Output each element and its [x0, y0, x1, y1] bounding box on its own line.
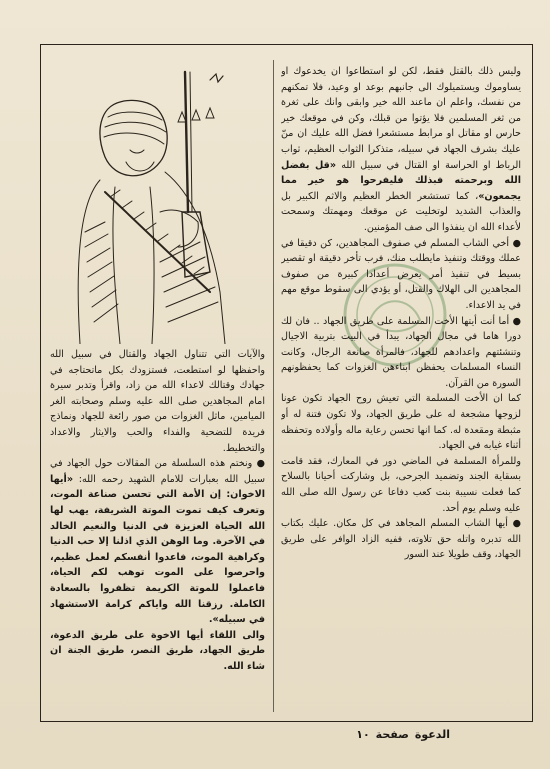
- paragraph-text: ● ونختم هذه السلسلة من المقالات حول الجهاد في سبيل الله بعبارات للامام الشهيد رحمه الله:: [50, 458, 265, 485]
- paragraph: والآيات التي تتناول الجهاد والقتال في سبيل الله واحفظها لو استطعت، فستزودك بكل ماتحتاجه في جهادك وقتالك لاعداء الله من زاد، واقرأ وتدبر سيرة امام المجاهدين صلى الله عليه وسلم وصحابته الغر الميامين، ماثل الغزوات من صور رائعة للجهاد ونماذج فريدة للتضحية والفداء والحب والايثار والاعداد والتخطيط.: [50, 349, 265, 454]
- page-label: صفحة: [375, 728, 409, 741]
- page-number: ١٠: [356, 728, 370, 741]
- paragraph: وللمرأة المسلمة في الماضي دور في المعارك، فقد قامت بسقاية الجند وتضميد الجرحى، بل وشاركت أحيانا بالسلاح كما فعلت نسيبة بنت كعب دفاعا عن رسول الله صلى الله عليه وسلم يوم أحد.: [281, 455, 521, 514]
- imam-quote: «أيها الاخوان: إن الأمة التي تحسن صناعة الموت، وتعرف كيف تموت الموتة الشريفة، يهب لها الله الحياة العزيزة في الدنيا والنعيم الخالد في الآخرة. وما الوهن الذي اذلنا إلا حب الدنيا وكراهية الموت، فاعدوا أنفسكم لعمل عظيم، واحرصوا على الموت توهب لكم الحياة، فاعملوا للموتة الكريمة تظفروا بالسعادة الكاملة. رزقنا الله واياكم كرامة الاستشهاد في سبيله».: [50, 473, 265, 626]
- paragraph: ● أخي الشاب المسلم في صفوف المجاهدين، كن دقيقا في عملك ووقتك وتنفيذ مايطلب منك، فرب تأخر دقيقة او تقصير بسيط في تنفيذ أمر يعرض أعدادا كبيرة من صفوف المجاهدين الى الهلاك والقتل، أو يؤدي الى سقوط موقع مهم في يد الاعداء.: [281, 237, 521, 311]
- mujahid-illustration: [60, 62, 260, 344]
- closing-paragraph: والى اللقاء أيها الاخوة على طريق الدعوة، طريق الجهاد، طريق النصر، طريق الجنة ان شاء الله.: [50, 629, 265, 672]
- right-text-column: [281, 64, 521, 714]
- paragraph-text: وليس ذلك بالقتل فقط، لكن لو استطاعوا ان يخدعوك او يساوموك ويستميلوك الى جانبهم بوعد او وعيد، فلا تمكنهم من نفسك، واعلم ان ماعند الله خير وابقى وانك على ثغرة من ثغر المسلمين فلا يؤتوا من قبلك، وكن في موقعك خير حارس او مقاتل او مرابط مستشعرا فضل الله عليك ان منّ عليك بشرف الجهاد في سبيله، متذكرا الثواب العظيم، ثواب الرباط او الحراسة او القتال في سبيل الله: [281, 66, 521, 171]
- quran-quote: «قل بفضل الله وبرحمته فبذلك فليفرحوا هو خير مما يجمعون»: [281, 159, 521, 202]
- column-divider: [273, 60, 274, 712]
- left-text-column: [50, 347, 265, 714]
- paragraph: ● أيها الشاب المسلم المجاهد في كل مكان. عليك بكتاب الله تدبره واتله حق تلاوته، ففيه الزاد الوافر على طريق الجهاد، وقف طويلا عند السور: [281, 518, 521, 561]
- paragraph: ● أما أنت أيتها الأخت المسلمة على طريق الجهاد .. فان لك دورا هاما في مجال الجهاد، يبدأ في البيت بتربية الاجيال وتنشئتهم واعدادهم للجهاد، فالمرأة صانعة الرجال، وكانت النساء المسلمات يحفظن ابناءهن الغزوات كما يحفظونهم السورة من القرآن.: [281, 315, 521, 389]
- paragraph-text: ، كما تستشعر الخطر العظيم والاثم الكبير بل والعذاب الشديد لوتخليت عن موقعك ومهمتك وسمحت لأعداء الله ان ينفذوا الى صف المؤمنين.: [281, 190, 521, 233]
- paragraph: كما ان الأخت المسلمة التي تعيش روح الجهاد تكون عونا لزوجها مشجعة له على طريق الجهاد، ولا تكون فتنة له أو مثبطة ومقعدة له. كما انها تحسن رعاية ماله وأولاده وتحفظه أثناء غيابه في الجهاد.: [281, 393, 521, 452]
- magazine-name: الدعوة: [414, 728, 450, 741]
- page-footer: [310, 728, 450, 741]
- paragraph: [281, 64, 521, 236]
- paragraph: [50, 456, 265, 628]
